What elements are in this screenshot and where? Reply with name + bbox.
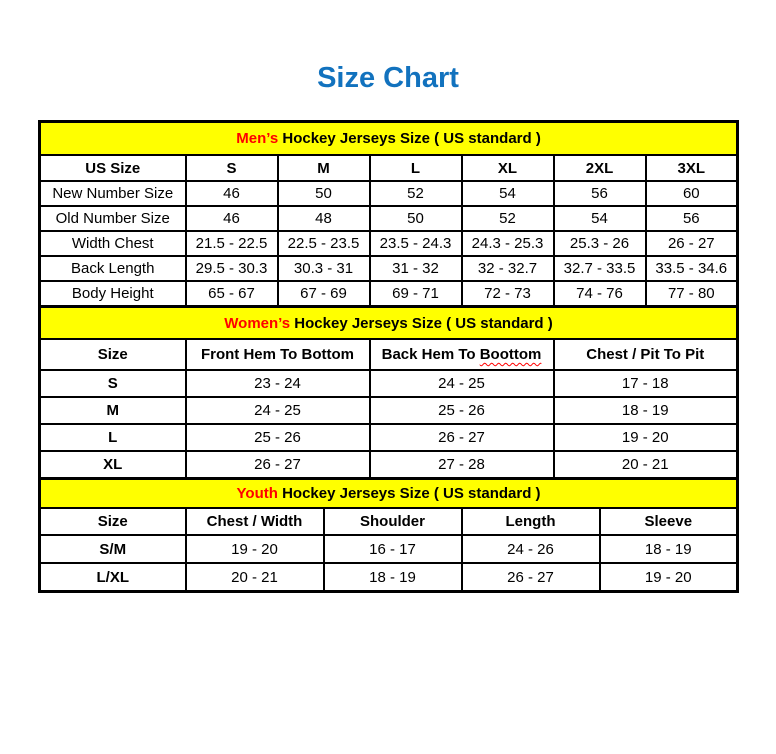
size-cell: 26 - 27 [370, 424, 554, 451]
row-label: L [40, 424, 186, 451]
size-cell: 24 - 25 [186, 397, 370, 424]
table-row [40, 256, 738, 281]
row-label: XL [40, 451, 186, 479]
size-cell: 69 - 71 [370, 281, 462, 307]
womens-header-row [40, 339, 738, 370]
table-row [40, 397, 738, 424]
row-label: S/M [40, 535, 186, 563]
size-cell: 56 [646, 206, 738, 231]
column-header: Length [462, 508, 600, 535]
row-label: M [40, 397, 186, 424]
table-row [40, 181, 738, 206]
size-cell: 29.5 - 30.3 [186, 256, 278, 281]
size-cell: 22.5 - 23.5 [278, 231, 370, 256]
size-cell: 25 - 26 [370, 397, 554, 424]
size-cell: 31 - 32 [370, 256, 462, 281]
mens-band-title [40, 122, 738, 156]
youth-band-highlight: Youth [236, 485, 278, 502]
size-cell: 24 - 25 [370, 370, 554, 397]
size-cell: 24.3 - 25.3 [462, 231, 554, 256]
size-cell: 65 - 67 [186, 281, 278, 307]
size-cell: 77 - 80 [646, 281, 738, 307]
mens-band-row [40, 122, 738, 156]
womens-band-title [40, 307, 738, 340]
column-header: Size [40, 339, 186, 370]
size-cell: 52 [370, 181, 462, 206]
column-header: S [186, 155, 278, 181]
size-cell: 54 [462, 181, 554, 206]
back-hem-prefix: Back Hem To [381, 346, 480, 363]
table-row [40, 231, 738, 256]
column-header: XL [462, 155, 554, 181]
column-header: M [278, 155, 370, 181]
back-hem-misspelled-word: Boottom [479, 346, 542, 363]
table-row [40, 535, 738, 563]
table-row [40, 563, 738, 592]
size-cell: 46 [186, 181, 278, 206]
row-label: Old Number Size [40, 206, 186, 231]
page-title: Size Chart [317, 62, 459, 94]
table-row [40, 370, 738, 397]
size-cell: 23 - 24 [186, 370, 370, 397]
mens-band-rest: Hockey Jerseys Size ( US standard ) [278, 130, 541, 147]
size-cell: 18 - 19 [554, 397, 738, 424]
youth-band-row [40, 479, 738, 509]
row-label: Width Chest [40, 231, 186, 256]
size-cell: 20 - 21 [186, 563, 324, 592]
mens-size-table [38, 120, 739, 308]
youth-header-row [40, 508, 738, 535]
size-cell: 26 - 27 [186, 451, 370, 479]
size-cell: 27 - 28 [370, 451, 554, 479]
column-header: Chest / Pit To Pit [554, 339, 738, 370]
size-cell: 19 - 20 [600, 563, 738, 592]
row-label: Back Length [40, 256, 186, 281]
size-cell: 25.3 - 26 [554, 231, 646, 256]
womens-band-highlight: Women’s [224, 314, 291, 332]
column-header: L [370, 155, 462, 181]
size-cell: 26 - 27 [646, 231, 738, 256]
size-cell: 50 [370, 206, 462, 231]
womens-band-rest: Hockey Jerseys Size ( US standard ) [290, 314, 553, 332]
size-cell: 25 - 26 [186, 424, 370, 451]
youth-size-table [38, 477, 739, 593]
size-cell: 17 - 18 [554, 370, 738, 397]
size-cell: 18 - 19 [600, 535, 738, 563]
size-cell: 60 [646, 181, 738, 206]
youth-band-title [40, 479, 738, 509]
womens-band-row [40, 307, 738, 340]
womens-size-table [38, 305, 739, 480]
column-header: Shoulder [324, 508, 462, 535]
table-row [40, 281, 738, 307]
size-cell: 48 [278, 206, 370, 231]
size-cell: 19 - 20 [554, 424, 738, 451]
size-cell: 54 [554, 206, 646, 231]
table-row [40, 206, 738, 231]
size-cell: 46 [186, 206, 278, 231]
size-cell: 18 - 19 [324, 563, 462, 592]
column-header: US Size [40, 155, 186, 181]
size-cell: 50 [278, 181, 370, 206]
row-label: S [40, 370, 186, 397]
size-cell: 52 [462, 206, 554, 231]
column-header: Sleeve [600, 508, 738, 535]
size-cell: 21.5 - 22.5 [186, 231, 278, 256]
row-label: New Number Size [40, 181, 186, 206]
column-header: Chest / Width [186, 508, 324, 535]
size-cell: 74 - 76 [554, 281, 646, 307]
mens-band-highlight: Men’s [236, 130, 279, 147]
youth-band-rest: Hockey Jerseys Size ( US standard ) [277, 485, 541, 502]
size-cell: 32 - 32.7 [462, 256, 554, 281]
size-cell: 24 - 26 [462, 535, 600, 563]
column-header: Front Hem To Bottom [186, 339, 370, 370]
column-header: Size [40, 508, 186, 535]
size-cell: 33.5 - 34.6 [646, 256, 738, 281]
size-cell: 67 - 69 [278, 281, 370, 307]
row-label: Body Height [40, 281, 186, 307]
mens-header-row [40, 155, 738, 181]
table-row [40, 451, 738, 479]
size-cell: 32.7 - 33.5 [554, 256, 646, 281]
size-cell: 16 - 17 [324, 535, 462, 563]
size-cell: 56 [554, 181, 646, 206]
column-header: 2XL [554, 155, 646, 181]
table-row [40, 424, 738, 451]
size-cell: 26 - 27 [462, 563, 600, 592]
row-label: L/XL [40, 563, 186, 592]
column-header: 3XL [646, 155, 738, 181]
size-cell: 19 - 20 [186, 535, 324, 563]
size-cell: 20 - 21 [554, 451, 738, 479]
size-cell: 72 - 73 [462, 281, 554, 307]
size-cell: 30.3 - 31 [278, 256, 370, 281]
column-header-back-hem [370, 339, 554, 370]
size-cell: 23.5 - 24.3 [370, 231, 462, 256]
